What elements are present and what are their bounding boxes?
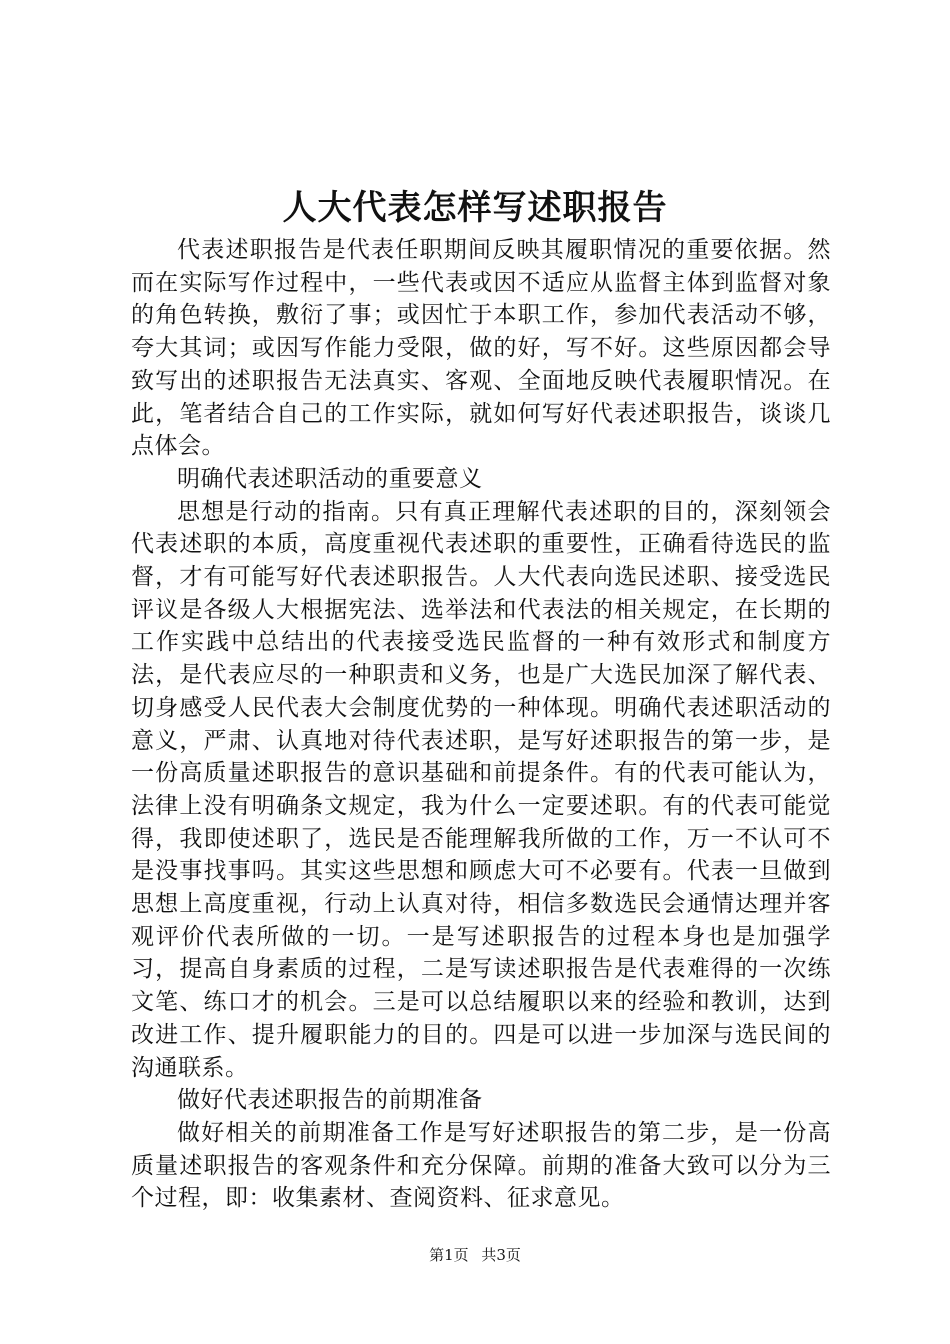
section-heading-preparation: 做好代表述职报告的前期准备 — [177, 1087, 483, 1114]
page-total: 共3页 — [481, 1246, 521, 1264]
page-footer — [0, 1245, 950, 1265]
paragraph-preparation: 做好相关的前期准备工作是写好述职报告的第二步，是一份高质量述职报告的客观条件和充分保障。前期的准备大致可以分为三个过程，即：收集素材、查阅资料、征求意见。 — [131, 1119, 831, 1212]
document-body — [131, 234, 831, 1215]
document-title: 人大代表怎样写述职报告 — [282, 188, 668, 228]
paragraph-intro: 代表述职报告是代表任职期间反映其履职情况的重要依据。然而在实际写作过程中，一些代表或因不适应从监督主体到监督对象的角色转换，敷衍了事；或因忙于本职工作，参加代表活动不够，夸大其词；或因写作能力受限，做的好，写不好。这些原因都会导致写出的述职报告无法真实、客观、全面地反映代表履职情况。在此，笔者结合自己的工作实际，就如何写好代表述职报告，谈谈几点体会。 — [131, 237, 831, 460]
page-number: 第1页 — [429, 1246, 469, 1264]
section-heading-significance: 明确代表述职活动的重要意义 — [177, 465, 483, 492]
paragraph-significance: 思想是行动的指南。只有真正理解代表述职的目的，深刻领会代表述职的本质，高度重视代表述职的重要性，正确看待选民的监督，才有可能写好代表述职报告。人大代表向选民述职、接受选民评议是各级人大根据宪法、选举法和代表法的相关规定，在长期的工作实践中总结出的代表接受选民监督的一种有效形式和制度方法，是代表应尽的一种职责和义务，也是广大选民加深了解代表、切身感受人民代表大会制度优势的一种体现。明确代表述职活动的意义，严肃、认真地对待代表述职，是写好述职报告的第一步，是一份高质量述职报告的意识基础和前提条件。有的代表可能认为，法律上没有明确条文规定，我为什么一定要述职。有的代表可能觉得，我即使述职了，选民是否能理解我所做的工作，万一不认可不是没事找事吗。其实这些思想和顾虑大可不必要有。代表一旦做到思想上高度重视，行动上认真对待，相信多数选民会通情达理并客观评价代表所做的一切。一是写述职报告的过程本身也是加强学习，提高自身素质的过程，二是写读述职报告是代表难得的一次练文笔、练口才的机会。三是可以总结履职以来的经验和教训，达到改进工作、提升履职能力的目的。四是可以进一步加深与选民间的沟通联系。 — [131, 498, 831, 1081]
